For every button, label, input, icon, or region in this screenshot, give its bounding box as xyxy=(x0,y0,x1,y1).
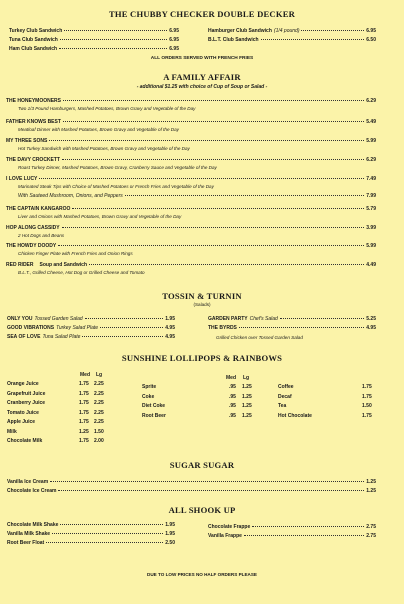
family-item-description: Chicken Finger Plate with French Fries and Onion Rings xyxy=(18,251,133,256)
family-item-option-text: With Sauteed Mushroom, Onions, and Peppers xyxy=(18,193,123,199)
juice-med-price: 1.75 xyxy=(79,381,89,387)
soda-name: Sprite xyxy=(142,384,157,390)
salad-item: SEA OF LOVE Tuna Salad Plate 4.95 xyxy=(7,334,175,340)
shake-item: Vanilla Frappe 2.75 xyxy=(208,533,376,539)
juice-name: Tomato Juice xyxy=(7,409,39,416)
family-item-option-price: 7.99 xyxy=(366,193,376,199)
hot-drink-price: 1.75 xyxy=(362,412,372,419)
sugar-title: SUGAR SUGAR xyxy=(169,460,235,470)
soda-name: Coke xyxy=(142,393,155,400)
menu-item: B.L.T. Club Sandwich 6.50 xyxy=(208,37,376,43)
family-item-name: THE HOWDY DOODY xyxy=(6,243,57,249)
hot-drink-price: 1.75 xyxy=(362,384,372,390)
menu-item: Turkey Club Sandwich 6.95 xyxy=(9,28,179,34)
juice-lg-price: 2.25 xyxy=(94,400,104,406)
dessert-item: Vanilla Ice Cream 1.25 xyxy=(7,479,376,485)
col-lg-header: Lg xyxy=(243,375,250,381)
hot-drink-price: 1.50 xyxy=(362,403,372,409)
juice-lg-price: 2.00 xyxy=(94,438,104,444)
menu-item: Ham Club Sandwich 6.95 xyxy=(9,46,179,52)
sunshine-title: SUNSHINE LOLLIPOPS & RAINBOWS xyxy=(121,353,283,363)
juice-lg-price: 2.25 xyxy=(94,419,104,425)
family-item-sub: Soup and Sandwich xyxy=(39,262,88,268)
family-item-description: B.L.T., Grilled Cheese, Hot Dog or Grilled Cheese and Tomato xyxy=(18,270,145,275)
juice-med-price: 1.75 xyxy=(79,409,89,416)
footer-note: DUE TO LOW PRICES NO HALF ORDERS PLEASE xyxy=(147,572,257,577)
juice-lg-price: 2.25 xyxy=(94,390,104,397)
family-item-name: THE HONEYMOONERS xyxy=(6,98,62,104)
family-item-description: Meatloaf Dinner with Mashed Potatoes, Brown Gravy and Vegetable of the Day xyxy=(18,127,179,132)
family-item-name: THE CAPTAIN KANGAROO xyxy=(6,206,71,212)
juice-med-price: 1.75 xyxy=(79,438,89,444)
family-item-price: 5.99 xyxy=(366,243,376,249)
family-item-description: Two 1/3 Pound Hamburgers, Mashed Potatoes, Brown Gravy and Vegetable of the Day xyxy=(18,106,196,111)
juice-lg-price: 2.25 xyxy=(94,381,104,387)
hot-drink-price: 1.75 xyxy=(362,393,372,400)
family-item-price: 5.99 xyxy=(366,138,376,144)
juice-name: Milk xyxy=(7,428,17,435)
shake-item: Vanilla Milk Shake 1.95 xyxy=(7,531,175,537)
salad-item: THE BYRDS 4.95 xyxy=(208,325,376,331)
family-item-description: Liver and Onions with Mashed Potatoes, Brown Gravy and Vegetable of the Day xyxy=(18,214,182,219)
hot-drink-name: Decaf xyxy=(278,393,292,400)
juice-name: Grapefruit Juice xyxy=(7,390,46,397)
juice-name: Apple Juice xyxy=(7,419,36,425)
family-item-price: 3.99 xyxy=(366,225,376,231)
soda-lg-price: 1.25 xyxy=(242,403,252,409)
family-affair-note: - additional $1.25 with choice of Cup of Soup or Salad - xyxy=(136,84,268,90)
family-item xyxy=(6,98,376,104)
col-lg-header: Lg xyxy=(96,372,103,378)
soda-med-price: .95 xyxy=(229,384,236,390)
family-item xyxy=(6,157,376,163)
soda-med-price: .95 xyxy=(229,403,236,409)
col-med-header: Med xyxy=(226,375,236,381)
menu-item: Tuna Club Sandwich 6.95 xyxy=(9,37,179,43)
hot-drink-name: Hot Chocolate xyxy=(278,412,312,419)
family-item-name: FATHER KNOWS BEST xyxy=(6,119,61,125)
family-item-name: HOP ALONG CASSIDY xyxy=(6,225,60,231)
dessert-item: Chocolate Ice Cream 1.25 xyxy=(7,488,376,494)
salad-item: GARDEN PARTY Chef's Salad 5.25 xyxy=(208,316,376,322)
shake-item: Chocolate Milk Shake 1.95 xyxy=(7,522,175,528)
shake-item: Root Beer Float 2.50 xyxy=(7,540,175,546)
soda-name: Root Beer xyxy=(142,412,166,419)
family-item xyxy=(6,225,376,231)
soda-lg-price: 1.25 xyxy=(242,393,252,400)
family-item-name: RED RIDER xyxy=(6,262,34,268)
soda-med-price: .95 xyxy=(229,393,236,400)
juice-name: Chocolate Milk xyxy=(7,438,43,444)
col-med-header: Med xyxy=(80,372,90,378)
family-item xyxy=(6,119,376,125)
juice-med-price: 1.75 xyxy=(79,419,89,425)
shake-item: Chocolate Frappe 2.75 xyxy=(208,524,376,530)
soda-lg-price: 1.25 xyxy=(242,412,252,419)
family-item-price: 7.49 xyxy=(366,176,376,182)
family-item-description: Hot Turkey Sandwich with Mashed Potatoes, Brown Gravy and Vegetable of the Day xyxy=(18,146,190,151)
family-item xyxy=(6,176,376,182)
hot-drink-name: Coffee xyxy=(278,384,294,390)
tossin-subtitle: (Salads) xyxy=(193,302,211,307)
family-item-option xyxy=(18,193,376,199)
juice-med-price: 1.25 xyxy=(79,428,89,435)
family-item-name: I LOVE LUCY xyxy=(6,176,38,182)
soda-lg-price: 1.25 xyxy=(242,384,252,390)
family-item-price: 4.49 xyxy=(366,262,376,268)
soda-name: Diet Coke xyxy=(142,403,166,409)
juice-name: Cranberry Juice xyxy=(7,400,46,406)
family-item xyxy=(6,138,376,144)
juice-lg-price: 1.50 xyxy=(94,428,104,435)
family-item xyxy=(6,262,376,268)
salad-item: ONLY YOU Tossed Garden Salad 1.95 xyxy=(7,316,175,322)
family-item-description: Marinated Steak Tips with Choice of Mashed Potatoes or French Fries and Vegetable of the Day xyxy=(18,184,214,189)
salad-description: Grilled Chicken over Tossed Garden Salad xyxy=(216,335,303,340)
double-decker-footer: ALL ORDERS SERVED WITH FRENCH FRIES xyxy=(150,56,254,61)
soda-med-price: .95 xyxy=(229,412,236,419)
juice-med-price: 1.75 xyxy=(79,390,89,397)
juice-name: Orange Juice xyxy=(7,381,39,387)
family-item-price: 6.29 xyxy=(366,157,376,163)
shook-title: ALL SHOOK UP xyxy=(168,505,236,515)
family-item-description: Roast Turkey Dinner, Mashed Potatoes, Brown Gravy, Cranberry Sauce and Vegetable of the Day xyxy=(18,165,217,170)
family-item-name: THE DAVY CROCKETT xyxy=(6,157,60,163)
family-item-description: 2 Hot Dogs and Beans xyxy=(18,233,65,238)
juice-lg-price: 2.25 xyxy=(94,409,104,416)
family-affair-title: A FAMILY AFFAIR xyxy=(163,72,241,82)
hot-drink-name: Tea xyxy=(278,403,287,409)
family-item-price: 5.79 xyxy=(366,206,376,212)
family-item-name: MY THREE SONS xyxy=(6,138,48,144)
double-decker-title: THE CHUBBY CHECKER DOUBLE DECKER xyxy=(108,9,296,19)
tossin-title: TOSSIN & TURNIN xyxy=(162,291,242,301)
family-item-price: 5.49 xyxy=(366,119,376,125)
salad-item: GOOD VIBRATIONS Turkey Salad Plate 4.95 xyxy=(7,325,175,331)
juice-med-price: 1.75 xyxy=(79,400,89,406)
family-item-price: 6.29 xyxy=(366,98,376,104)
family-item xyxy=(6,243,376,249)
menu-item: Hamburger Club Sandwich (1/4 pound) 6.95 xyxy=(208,28,376,34)
family-item xyxy=(6,206,376,212)
